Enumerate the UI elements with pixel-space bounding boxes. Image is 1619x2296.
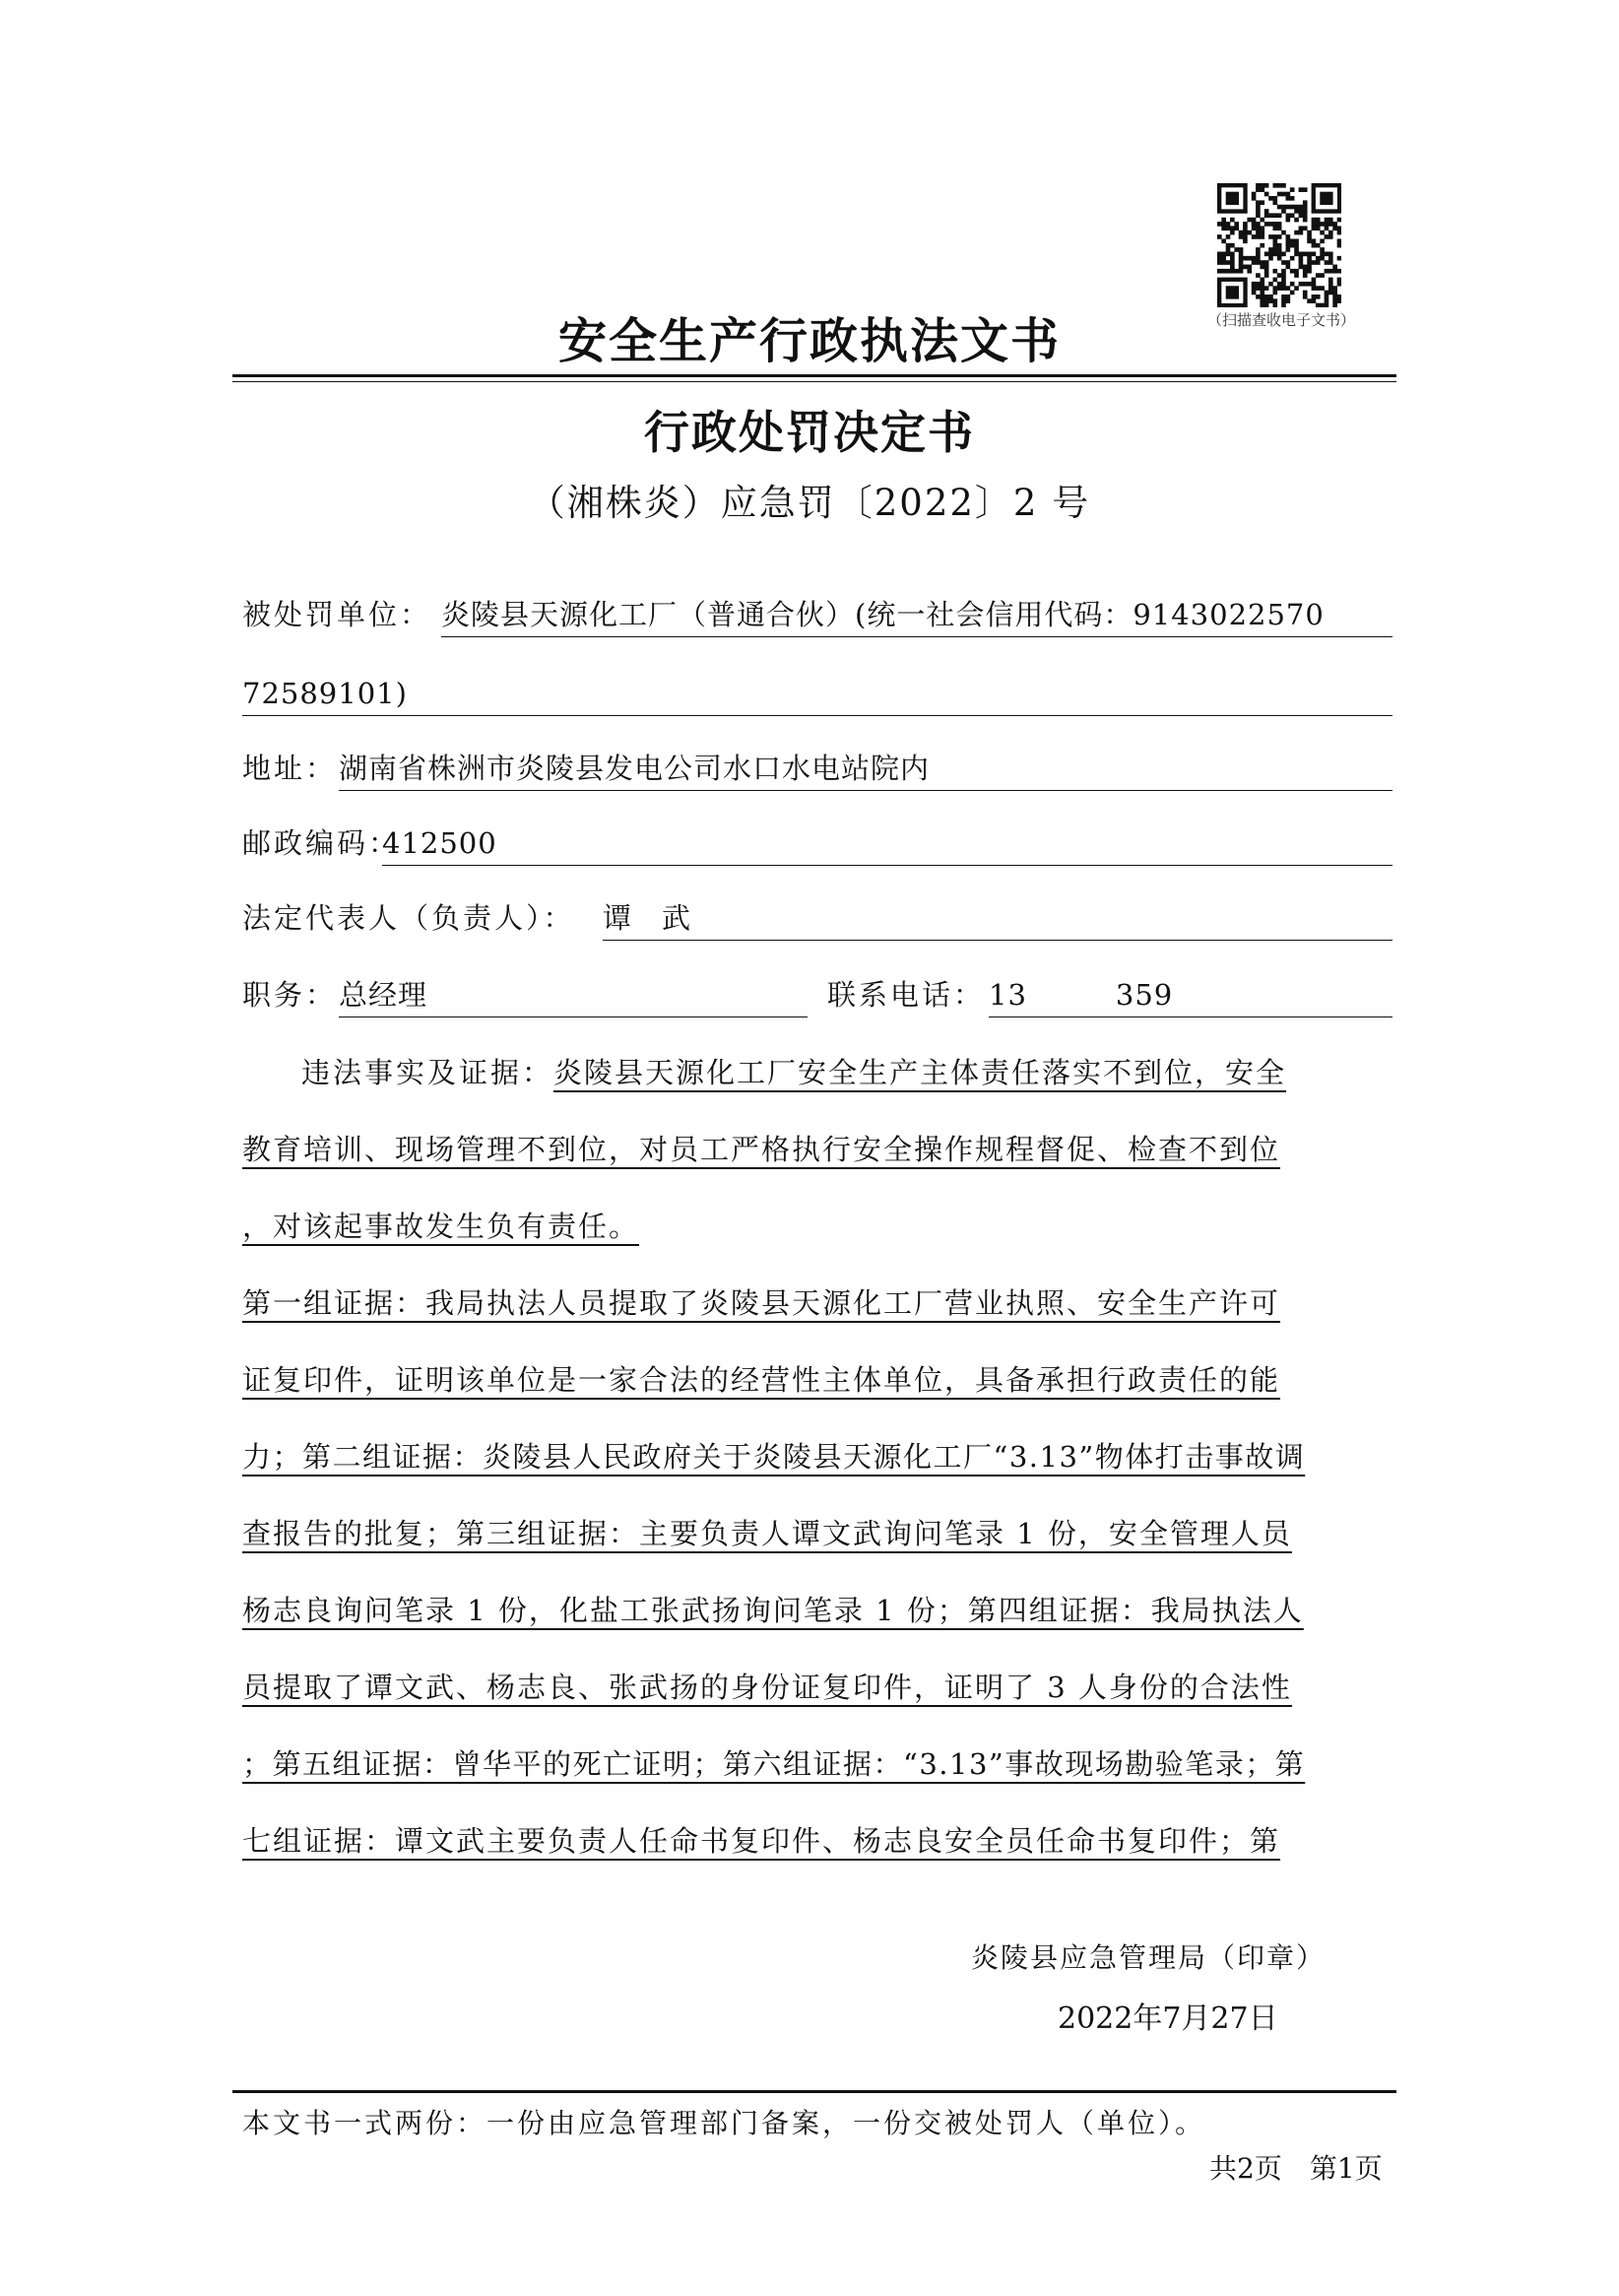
phone-label: 联系电话：: [827, 978, 986, 1012]
footer-rule: [232, 2090, 1396, 2093]
evidence-text-6: 员提取了谭文武、杨志良、张武扬的身份证复印件，证明了 3 人身份的合法性: [242, 1671, 1292, 1704]
evidence-text-4: 查报告的批复；第三组证据：主要负责人谭文武询问笔录 1 份，安全管理人员: [242, 1517, 1292, 1550]
evidence-line-1: [242, 1279, 1280, 1328]
address-value: 湖南省株洲市炎陵县发电公司水口水电站院内: [339, 745, 1392, 791]
evidence-text-5: 杨志良询问笔录 1 份，化盐工张武扬询问笔录 1 份；第四组证据：我局执法人: [242, 1594, 1304, 1627]
evidence-text-1: 第一组证据：我局执法人员提取了炎陵县天源化工厂营业执照、安全生产许可: [242, 1286, 1281, 1320]
evidence-line-5: [242, 1586, 1304, 1635]
evidence-text-3: 力；第二组证据：炎陵县人民政府关于炎陵县天源化工厂“3.13”物体打击事故调: [242, 1440, 1306, 1474]
document-number: （湘株炎）应急罚〔2022〕2 号: [528, 482, 1091, 524]
document-series-title: 安全生产行政执法文书: [557, 312, 1061, 369]
evidence-text-8: 七组证据：谭文武主要负责人任命书复印件、杨志良安全员任命书复印件；第: [242, 1824, 1281, 1858]
facts-line-2: [242, 1125, 1280, 1174]
evidence-line-4: [242, 1509, 1292, 1558]
postcode-value: 412500: [382, 820, 1392, 866]
postcode-row: [242, 820, 1392, 867]
evidence-line-2: [242, 1355, 1280, 1405]
facts-text-3: ，对该起事故发生负有责任。: [242, 1210, 640, 1243]
qr-caption: （扫描查收电子文书）: [1206, 311, 1355, 329]
phone-value: 13 359: [989, 971, 1392, 1017]
party-value-line1: 炎陵县天源化工厂（普通合伙）(统一社会信用代码：9143022570: [441, 591, 1392, 637]
evidence-text-2: 证复印件，证明该单位是一家合法的经营性主体单位，具备承担行政责任的能: [242, 1363, 1281, 1397]
address-row: [242, 745, 1392, 792]
evidence-text-7: ；第五组证据：曾华平的死亡证明；第六组证据：“3.13”事故现场勘验笔录；第: [242, 1747, 1306, 1781]
facts-label: 违法事实及证据：: [301, 1056, 554, 1089]
evidence-line-3: [242, 1432, 1305, 1481]
evidence-line-8: [242, 1816, 1280, 1866]
position-label: 职务：: [242, 978, 338, 1012]
party-label: 被处罚单位：: [242, 598, 432, 631]
issue-date: 2022年7月27日: [1058, 2001, 1278, 2036]
party-row-continued: [242, 670, 1392, 717]
facts-text-1: 炎陵县天源化工厂安全生产主体责任落实不到位，安全: [553, 1056, 1287, 1089]
position-value: 总经理: [339, 971, 808, 1017]
form-title: 行政处罚决定书: [644, 406, 975, 459]
postcode-label: 邮政编码：: [242, 826, 401, 860]
position-phone-row: [242, 971, 1392, 1018]
address-label: 地址：: [242, 752, 338, 785]
header-rule-thin: [232, 381, 1396, 382]
representative-label: 法定代表人（负责人）：: [242, 901, 575, 935]
qr-code[interactable]: [1217, 183, 1341, 307]
page-indicator: 共2页 第1页: [1209, 2152, 1383, 2185]
issuing-agency: 炎陵县应急管理局（印章）: [971, 1941, 1327, 1974]
footer-note: 本文书一式两份：一份由应急管理部门备案，一份交被处罚人（单位）。: [242, 2107, 1206, 2139]
evidence-line-6: [242, 1663, 1292, 1712]
facts-line-1: [301, 1048, 1286, 1097]
representative-row: [242, 894, 1392, 942]
facts-line-3: [242, 1202, 639, 1251]
header-rule: [232, 374, 1396, 377]
representative-value: 谭 武: [603, 894, 1392, 941]
evidence-line-7: [242, 1739, 1305, 1789]
facts-text-2: 教育培训、现场管理不到位，对员工严格执行安全操作规程督促、检查不到位: [242, 1133, 1281, 1166]
party-value-line2: 72589101): [242, 670, 1392, 716]
party-row: [242, 591, 1392, 638]
qr-code-graphic: [1217, 183, 1341, 307]
